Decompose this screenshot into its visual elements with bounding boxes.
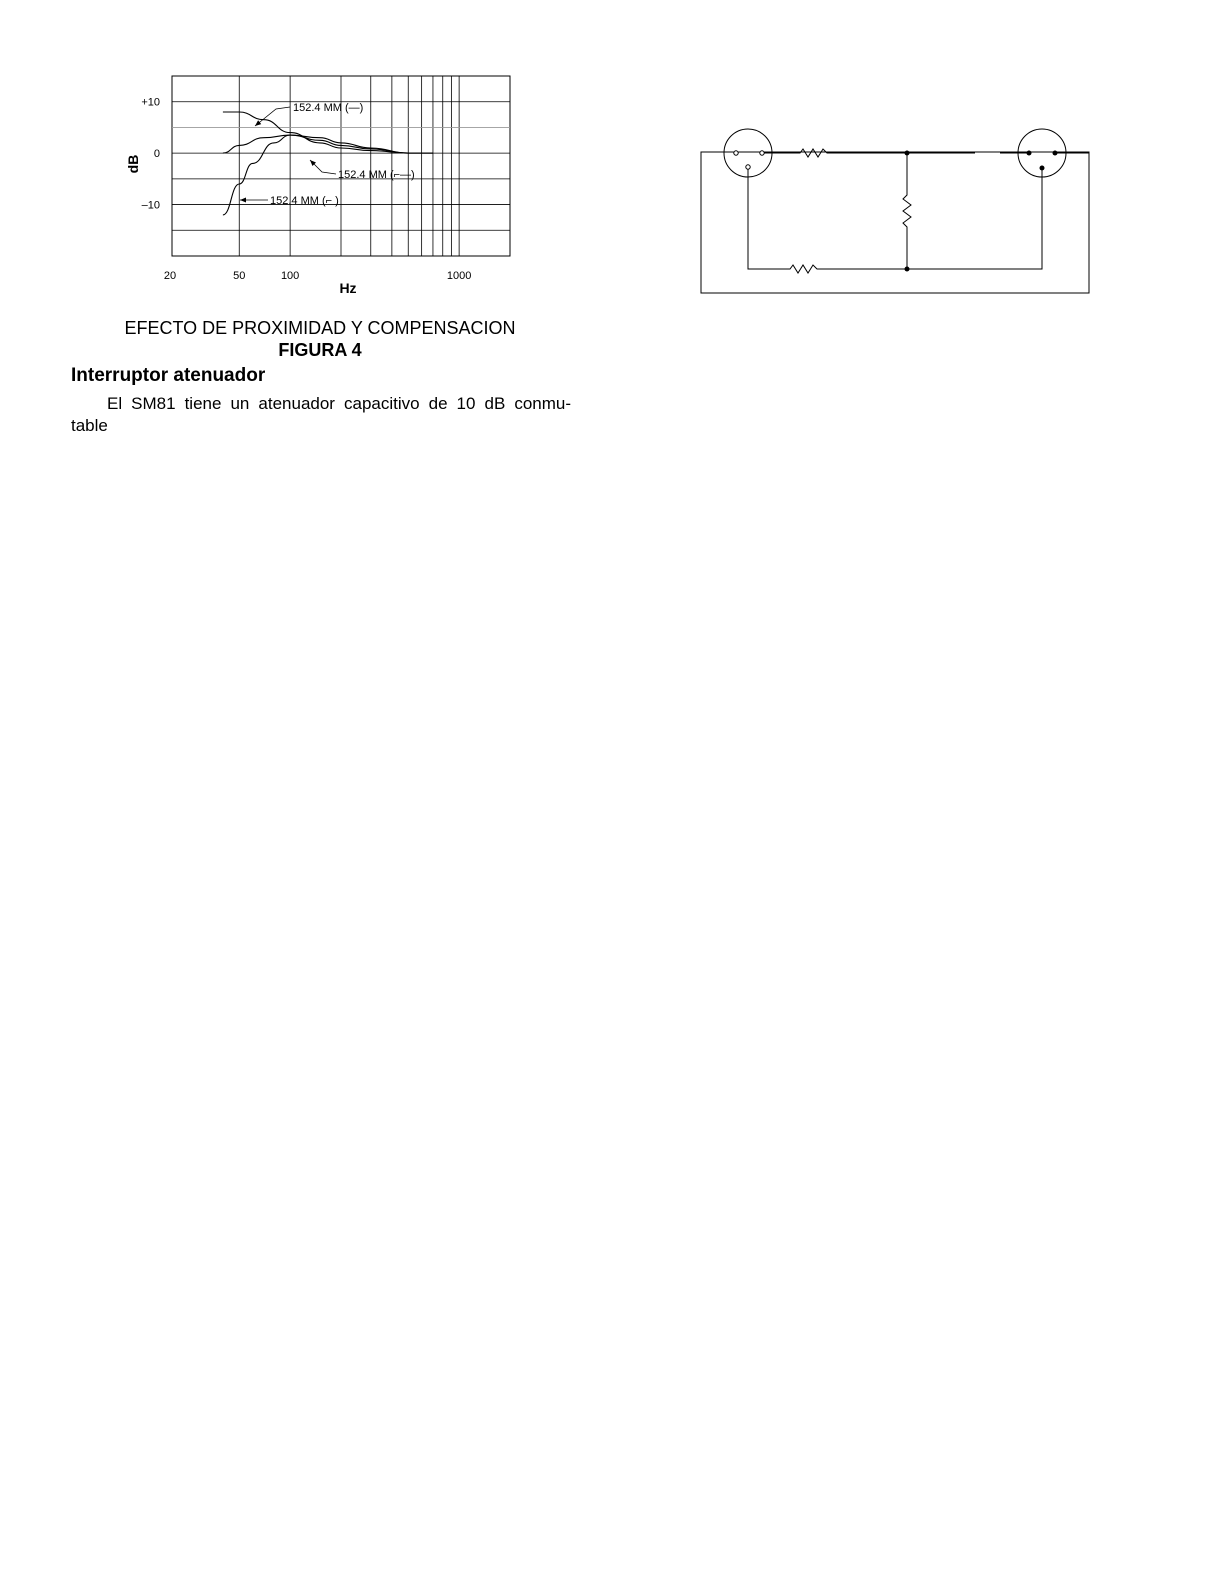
paragraph-line-1: El SM81 tiene un atenuador capacitivo de 10 dB conmu- xyxy=(107,394,571,413)
x-axis-label: Hz xyxy=(339,280,357,296)
series-label: 152.4 MM (⌐ ) xyxy=(270,195,339,207)
paragraph-line-2: table xyxy=(71,416,108,435)
y-tick-labels xyxy=(141,97,160,212)
x-tick-label: 1000 xyxy=(446,270,472,282)
series-label: 152.4 MM (⌐—) xyxy=(338,169,415,181)
series-label: 152.4 MM (—) xyxy=(293,102,364,114)
y-tick-label: 0 xyxy=(153,148,160,161)
bottom-wire xyxy=(748,168,1042,273)
y-axis-label: dB xyxy=(125,154,141,174)
shunt-resistor xyxy=(903,153,911,269)
top-wire xyxy=(764,149,975,157)
section-heading: Interruptor atenuador xyxy=(71,365,266,386)
x-tick-label: 50 xyxy=(233,270,246,282)
x-tick-labels xyxy=(164,270,471,282)
x-tick-label: 100 xyxy=(280,270,300,282)
series-line-1 xyxy=(223,112,433,153)
figure-caption: EFECTO DE PROXIMIDAD Y COMPENSACION xyxy=(124,318,516,338)
attenuator-circuit-diagram xyxy=(690,115,1100,300)
x-tick-label: 20 xyxy=(163,270,177,282)
arrow-head xyxy=(255,120,261,126)
y-tick-label: +10 xyxy=(141,96,160,109)
proximity-effect-chart xyxy=(100,60,540,305)
section-paragraph xyxy=(71,393,571,437)
arrow-head xyxy=(240,198,246,203)
series-labels xyxy=(240,102,415,207)
y-tick-label: –10 xyxy=(141,199,160,212)
figure-label: FIGURA 4 xyxy=(278,340,362,360)
diagram-frame xyxy=(701,152,1089,293)
